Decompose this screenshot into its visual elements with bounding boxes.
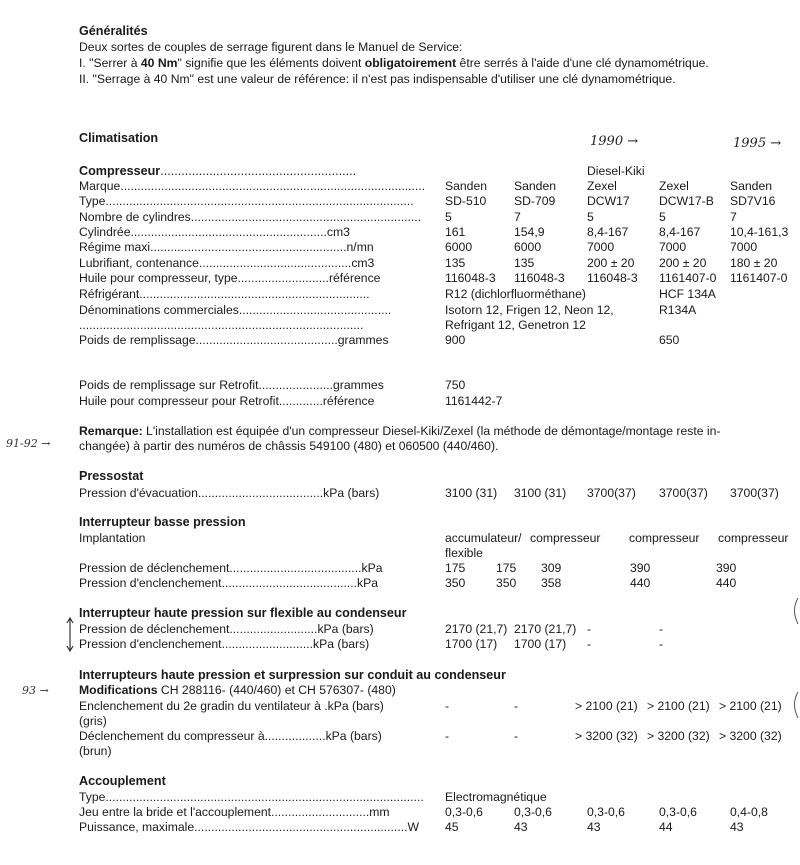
puissance-value: 44 [659, 820, 673, 834]
spec-value-huile: 1161407-0 [659, 270, 717, 285]
spec-value-type: SD-709 [514, 194, 556, 209]
implantation-value: accumulateur/ [445, 531, 522, 545]
retrofit-huile-label: Huile pour compresseur pour Retrofit.............référence [79, 394, 375, 408]
puissance-value: 45 [445, 820, 459, 834]
declenchement-bp-value: 175 [496, 561, 517, 575]
spec-value-regime: 6000 [514, 240, 542, 255]
declenchement-bp-value: 390 [630, 561, 651, 575]
declenchement-hp-value: 2170 (21,7) [445, 622, 508, 636]
spec-label-lubrifiant: Lubrifiant, contenance.............................................cm3 [79, 255, 375, 270]
spec-value-lubrifiant: 180 ± 20 [730, 255, 778, 270]
modifications-line: Modifications CH 288116- (440/460) et CH 576307- (480) [79, 683, 396, 697]
declenchement-hp-label: Pression de déclenchement..........................kPa (bars) [79, 622, 374, 636]
implantation-value: compresseur [530, 531, 601, 545]
denominations-value-b: R134A [659, 303, 697, 317]
generalites-line-1: I. "Serrer à 40 Nm" signifie que les éléments doivent obligatoirement être serrés à l'aide d'une clé dynamométrique. [79, 56, 709, 70]
pressostat-value: 3100 (31) [445, 486, 498, 500]
section-title-pressostat: Pressostat [79, 469, 144, 483]
spec-label-type: Type........................................................................................... [79, 194, 414, 209]
enclenchement-hp-value: 1700 (17) [445, 637, 498, 651]
spec-value-lubrifiant: 200 ± 20 [659, 255, 707, 270]
spec-value-cylindree: 10,4-161,3 [730, 224, 789, 239]
enclenchement-bp-value: 358 [541, 576, 562, 590]
declenchement-bp-value: 175 [445, 561, 466, 575]
pressostat-value: 3700(37) [659, 486, 708, 500]
spec-value-type: SD7V16 [730, 194, 776, 209]
spec-value-huile: 116048-3 [445, 270, 496, 285]
spec-value-cyl: 7 [730, 209, 737, 224]
spec-value-cylindree: 8,4-167 [587, 224, 629, 239]
spec-value-marque: Sanden [730, 179, 773, 193]
handwritten-1990: 1990 → [590, 134, 639, 149]
scan-edge-mark [788, 690, 800, 720]
generalites-intro: Deux sortes de couples de serrage figurent dans le Manuel de Service: [79, 40, 463, 54]
enclenchement-bp-value: 440 [630, 576, 651, 590]
spec-label-huile: Huile pour compresseur, type...........................référence [79, 270, 381, 285]
declenchement-hp-value: - [659, 622, 664, 636]
enclenchement-bp-value: 350 [445, 576, 466, 590]
spec-value-regime: 6000 [445, 240, 473, 255]
declenchement-bp-value: 309 [541, 561, 562, 575]
compresseur-heading: Compresseur........................................................ [79, 164, 357, 178]
declenchement-bp-label: Pression de déclenchement.......................................kPa [79, 561, 383, 575]
spec-value-lubrifiant: 200 ± 20 [587, 255, 635, 270]
spec-value-cyl: 5 [587, 209, 594, 224]
declenchement-bp-value: 390 [716, 561, 737, 575]
accouplement-type-label: Type.............................................................................................. [79, 790, 424, 804]
enclenchement-ventilateur-value: > 2100 (21) [719, 699, 782, 713]
spec-value-marque: Sanden [445, 179, 488, 193]
scan-edge-mark [788, 596, 800, 626]
refrigerant-label: Réfrigérant.................................................................... [79, 287, 370, 301]
jeu-value: 0,3-0,6 [514, 805, 552, 819]
spec-value-type: DCW17 [587, 194, 630, 209]
declenchement-hp-value: - [587, 622, 592, 636]
enclenchement-bp-label: Pression d'enclenchement........................................kPa [79, 576, 379, 590]
spec-value-huile: 116048-3 [587, 270, 638, 285]
retrofit-poids-value: 750 [445, 378, 466, 392]
spec-label-regime: Régime maxi..........................................................n/mn [79, 240, 374, 255]
declenchement-compresseur-value: > 3200 (32) [719, 729, 782, 743]
spec-value-type: SD-510 [445, 194, 487, 209]
handwritten-1995: 1995 → [733, 136, 782, 151]
enclenchement-bp-value: 440 [716, 576, 737, 590]
declenchement-compresseur-value: > 3200 (32) [575, 729, 638, 743]
pressostat-value: 3700(37) [587, 486, 636, 500]
spec-value-regime: 7000 [659, 240, 687, 255]
declenchement-hp-value: 2170 (21,7) [514, 622, 577, 636]
enclenchement-ventilateur-value: > 2100 (21) [647, 699, 710, 713]
spec-value-huile: 1161407-0 [730, 270, 788, 285]
spec-value-lubrifiant: 135 [445, 255, 466, 270]
implantation-value: compresseur [718, 531, 789, 545]
enclenchement-ventilateur-value: - [514, 699, 519, 713]
pressostat-value: 3700(37) [730, 486, 779, 500]
jeu-value: 0,3-0,6 [659, 805, 697, 819]
puissance-label: Puissance, maximale...............................................................W [79, 820, 419, 834]
margin-note-91-92: 91-92 → [6, 437, 51, 450]
spec-value-regime: 7000 [587, 240, 615, 255]
implantation-value: compresseur [629, 531, 700, 545]
spec-label-marque: Marque.......................................................................................... [79, 179, 426, 193]
remarque-line-2: changée) à partir des numéros de châssis 549100 (480) et 060500 (440/460). [79, 439, 499, 453]
enclenchement-hp-value: - [659, 637, 664, 651]
spec-value-marque: Zexel [659, 179, 689, 193]
section-title-basse-pression: Interrupteur basse pression [79, 515, 246, 529]
implantation-flexible: flexible [445, 546, 483, 560]
spec-value-cyl: 7 [514, 209, 521, 224]
margin-note-93: 93 → [22, 684, 49, 697]
spec-value-regime: 7000 [730, 240, 758, 255]
refrigerant-value-b: HCF 134A [659, 287, 716, 301]
jeu-value: 0,3-0,6 [445, 805, 483, 819]
denominations-value-a1: Isotorn 12, Frigen 12, Neon 12, [445, 303, 614, 317]
spec-value-marque: Zexel [587, 179, 617, 193]
section-title-climatisation: Climatisation [79, 131, 159, 145]
spec-value-huile: 116048-3 [514, 270, 565, 285]
spec-value-type: DCW17-B [659, 194, 714, 209]
retrofit-poids-label: Poids de remplissage sur Retrofit......................grammes [79, 378, 384, 392]
declenchement-compresseur-sub: (brun) [79, 744, 112, 758]
spec-label-cylindree: Cylindrée..........................................................cm3 [79, 224, 350, 239]
enclenchement-hp-value: 1700 (17) [514, 637, 567, 651]
generalites-line-2: II. "Serrage à 40 Nm" est une valeur de référence: il n'est pas indispensable d'utiliser une clé dynamométrique. [79, 72, 676, 86]
retrofit-huile-value: 1161442-7 [445, 394, 503, 408]
enclenchement-ventilateur-label: Enclenchement du 2e gradin du ventilateur à .kPa (bars) [79, 699, 384, 713]
jeu-label: Jeu entre la bride et l'accouplement.............................mm [79, 805, 390, 819]
poids-value-a: 900 [445, 333, 466, 347]
declenchement-compresseur-value: > 3200 (32) [647, 729, 710, 743]
section-title-surpression: Interrupteurs haute pression et surpression sur conduit au condenseur [79, 668, 506, 682]
section-title-generalites: Généralités [79, 24, 148, 38]
spec-label-cyl: Nombre de cylindres.................................................................... [79, 209, 422, 224]
refrigerant-value-a: R12 (dichlorfluorméthane) [445, 287, 586, 301]
section-title-haute-pression: Interrupteur haute pression sur flexible au condenseur [79, 606, 407, 620]
denominations-dots: .................................................................................... [79, 318, 364, 332]
jeu-value: 0,4-0,8 [730, 805, 768, 819]
poids-label: Poids de remplissage..........................................grammes [79, 333, 389, 347]
enclenchement-ventilateur-value: > 2100 (21) [575, 699, 638, 713]
puissance-value: 43 [587, 820, 601, 834]
enclenchement-ventilateur-sub: (gris) [79, 714, 107, 728]
bracket-arrow-icon [64, 617, 76, 653]
spec-value-cylindree: 154,9 [514, 224, 545, 239]
declenchement-compresseur-value: - [445, 729, 450, 743]
section-title-accouplement: Accouplement [79, 774, 166, 788]
remarque-line-1: Remarque: L'installation est équipée d'un compresseur Diesel-Kiki/Zexel (la méthode de démontage/montage reste in- [79, 424, 721, 438]
denominations-value-a2: Refrigant 12, Genetron 12 [445, 318, 586, 332]
puissance-value: 43 [730, 820, 744, 834]
diesel-kiki-label: Diesel-Kiki [587, 164, 645, 178]
enclenchement-bp-value: 350 [496, 576, 517, 590]
spec-value-cyl: 5 [659, 209, 666, 224]
enclenchement-hp-value: - [587, 637, 592, 651]
declenchement-compresseur-label: Déclenchement du compresseur à..................kPa (bars) [79, 729, 382, 743]
accouplement-type-value: Electromagnétique [445, 790, 547, 804]
spec-value-cylindree: 161 [445, 224, 466, 239]
declenchement-compresseur-value: - [514, 729, 519, 743]
spec-value-cylindree: 8,4-167 [659, 224, 701, 239]
jeu-value: 0,3-0,6 [587, 805, 625, 819]
implantation-label: Implantation [79, 531, 146, 545]
pressostat-value: 3100 (31) [514, 486, 567, 500]
enclenchement-ventilateur-value: - [445, 699, 450, 713]
denominations-label: Dénominations commerciales............................................. [79, 303, 392, 317]
poids-value-b: 650 [659, 333, 680, 347]
puissance-value: 43 [514, 820, 528, 834]
spec-value-cyl: 5 [445, 209, 452, 224]
spec-value-lubrifiant: 135 [514, 255, 535, 270]
spec-value-marque: Sanden [514, 179, 557, 193]
pression-evacuation-label: Pression d'évacuation.....................................kPa (bars) [79, 486, 380, 500]
enclenchement-hp-label: Pression d'enclenchement...........................kPa (bars) [79, 637, 370, 651]
